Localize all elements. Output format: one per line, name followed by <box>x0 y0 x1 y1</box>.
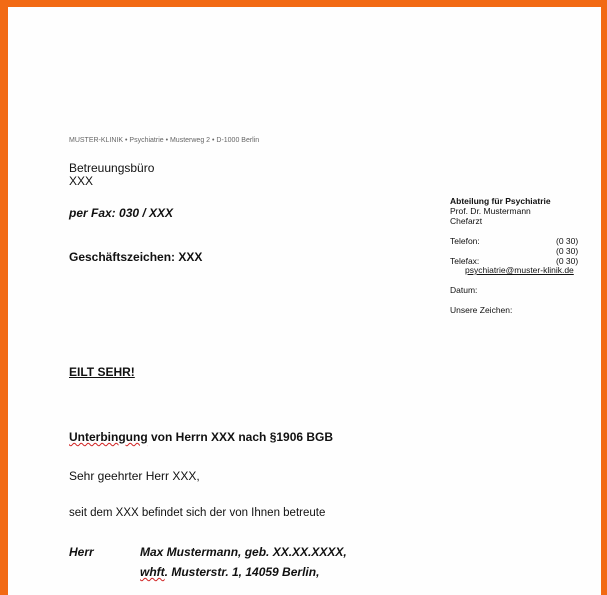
person-line-1: Max Mustermann, geb. XX.XX.XXXX, <box>140 545 347 559</box>
salutation: Sehr geehrter Herr XXX, <box>69 469 200 483</box>
letter-page <box>8 7 601 595</box>
subject-rest: von Herrn XXX nach §1906 BGB <box>147 430 334 444</box>
info-department: Abteilung für Psychiatrie <box>450 196 551 206</box>
person-line-2-rest: . Musterstr. 1, 14059 Berlin, <box>164 565 320 579</box>
info-date-label: Datum: <box>450 285 478 295</box>
info-our-ref-label: Unsere Zeichen: <box>450 305 513 315</box>
info-phone-value-2: (0 30) <box>556 246 579 256</box>
info-phone-label: Telefon: <box>450 236 480 246</box>
sender-address-line: MUSTER-KLINIK • Psychiatrie • Musterweg 2 • D-1000 Berlin <box>69 137 260 144</box>
body-text-line-1: seit dem XXX befindet sich der von Ihnen betreute <box>69 507 326 519</box>
recipient-line-2: XXX <box>69 174 94 188</box>
info-fax-label: Telefax: <box>450 256 480 266</box>
info-role: Chefarzt <box>450 216 483 226</box>
subject-misspelled-word: Unterbingung <box>69 430 148 444</box>
person-misspelled-word: whft <box>140 565 165 579</box>
person-line-2 <box>140 565 319 579</box>
urgent-heading: EILT SEHR! <box>69 365 135 379</box>
subject-line <box>69 430 333 444</box>
recipient-line-1: Betreuungsbüro <box>69 161 155 175</box>
info-phone-value-1: (0 30) <box>556 236 579 246</box>
fax-line: per Fax: 030 / XXX <box>69 206 174 220</box>
info-name: Prof. Dr. Mustermann <box>450 206 531 216</box>
person-label: Herr <box>69 545 94 559</box>
reference-line: Geschäftszeichen: XXX <box>69 250 203 264</box>
info-email-link[interactable]: psychiatrie@muster-klinik.de <box>465 265 574 275</box>
info-fax-value: (0 30) <box>556 256 579 266</box>
